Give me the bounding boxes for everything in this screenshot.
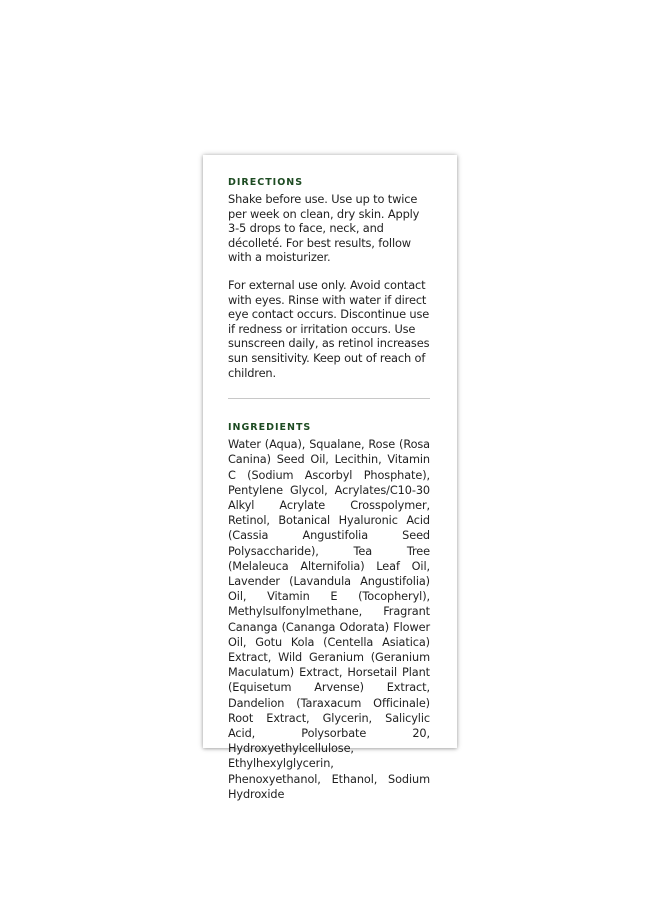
directions-usage-text: Shake before use. Use up to twice per week on clean, dry skin. Apply 3-5 drops to face, neck, and décolleté. For best results, follow with a moisturizer.	[228, 192, 420, 265]
product-label-card	[203, 155, 457, 801]
ingredients-list: Water (Aqua), Squalane, Rose (Rosa Canina) Seed Oil, Lecithin, Vitamin C (Sodium Ascorbyl Phosphate), Pentylene Glycol, Acrylates/C10-30 Alkyl Acrylate Crosspolymer, Retinol, Botanical Hyaluronic Acid (Cassia Angustifolia Seed Polysaccharide), Tea Tree (Melaleuca Alternifolia) Leaf Oil, Lavender (Lavandula Angustifolia) Oil, Vitamin E (Tocopheryl), Methylsulfonylmethane, Fragrant Cananga (Cananga Odorata) Flower Oil, Gotu Kola (Centella Asiatica) Extract, Wild Geranium (Geranium Maculatum) Extract, Horsetail Plant (Equisetum Arvense) Extract, Dandelion (Taraxacum Officinale) Root Extract, Glycerin, Salicylic Acid, Polysorbate 20, Hydroxyethylcellulose, Ethylhexylglycerin, Phenoxyethanol, Ethanol, Sodium Hydroxide	[228, 438, 430, 801]
ingredients-heading: INGREDIENTS	[228, 422, 312, 434]
label-content	[228, 177, 430, 802]
section-divider	[228, 398, 430, 399]
directions-warning-text: For external use only. Avoid contact with eyes. Rinse with water if direct eye contact occurs. Discontinue use if redness or irritation occurs. Use sunscreen daily, as retinol increases sun sensitivity. Keep out of reach of children.	[228, 277, 430, 380]
directions-heading: DIRECTIONS	[228, 177, 304, 188]
